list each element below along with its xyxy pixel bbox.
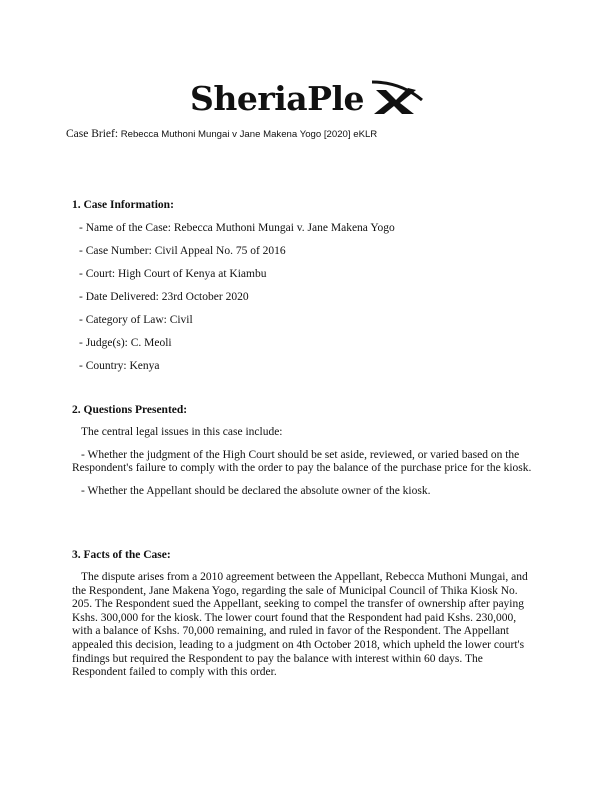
svg-text:SheriaPle: SheriaPle [190,79,364,118]
info-item-date-delivered: - Date Delivered: 23rd October 2020 [79,291,249,303]
case-brief-title: Rebecca Muthoni Mungai v Jane Makena Yogo [2020] eKLR [120,129,378,140]
question-item-2: - Whether the Appellant should be declared the absolute owner of the kiosk. [81,484,431,497]
case-brief-line [66,128,377,140]
info-item-category: - Category of Law: Civil [79,314,193,326]
facts-section [72,548,538,680]
questions-intro: The central legal issues in this case include: [81,426,283,438]
sheriaplex-logo [0,72,612,123]
case-information-section [72,198,552,373]
info-item-case-name: - Name of the Case: Rebecca Muthoni Mungai v. Jane Makena Yogo [79,222,395,234]
questions-presented-heading: 2. Questions Presented: [72,404,188,416]
facts-body: The dispute arises from a 2010 agreement between the Appellant, Rebecca Muthoni Mungai, and the Respondent, Jane Makena Yogo, regarding the sale of Municipal Council of Thika Kiosk No. 205. The Respondent sued the Appellant, seeking to compel the transfer of ownership after paying Kshs. 300,000 for the kiosk. The lower court found that the Respondent had paid Kshs. 230,000, with a balance of Kshs. 70,000 remaining, and ruled in favor of the Respondent. The Appellant appealed this decision, leading to a judgment on 4th October 2018, which upheld the lower court's findings but required the Respondent to pay the balance with interest within 60 days. The Respondent failed to comply with this order. [72,571,528,679]
info-item-case-number: - Case Number: Civil Appeal No. 75 of 2016 [79,245,286,257]
case-brief-label: Case Brief: [66,128,119,140]
logo-mark [186,72,426,118]
info-item-judges: - Judge(s): C. Meoli [79,337,172,349]
info-item-court: - Court: High Court of Kenya at Kiambu [79,268,267,280]
info-item-country: - Country: Kenya [79,360,160,372]
case-information-heading: 1. Case Information: [72,199,174,211]
facts-heading: 3. Facts of the Case: [72,549,171,561]
questions-presented-section [72,403,544,498]
question-item-1: - Whether the judgment of the High Court should be set aside, reviewed, or varied based on the Respondent's failure to comply with the order to pay the balance of the purchase price for the kiosk. [72,448,532,475]
